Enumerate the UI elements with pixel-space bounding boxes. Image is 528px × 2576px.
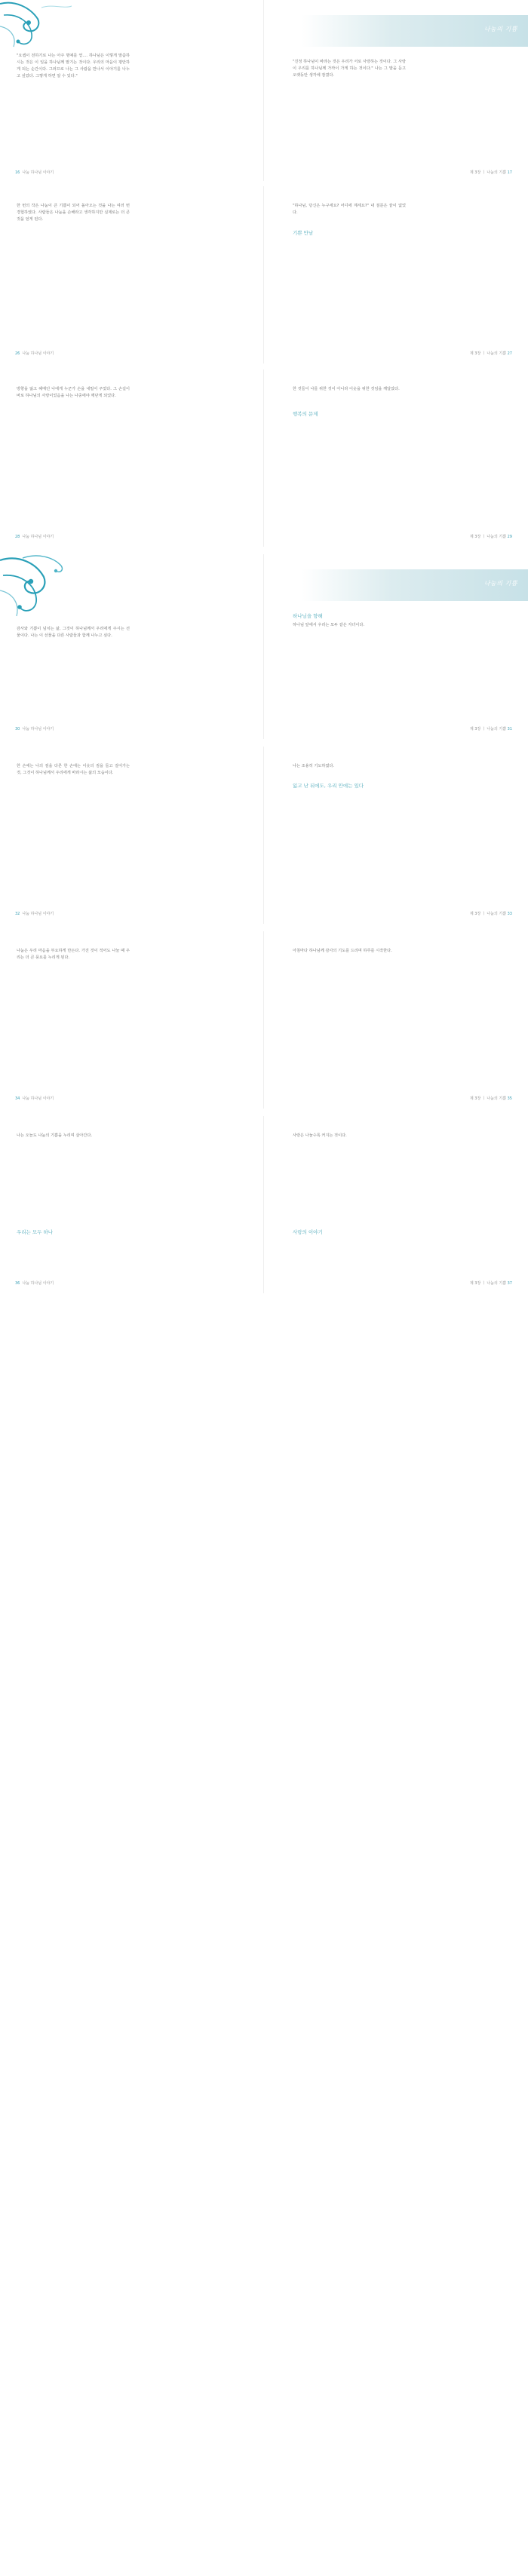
section-heading: 기쁜 만남 (293, 230, 314, 236)
page-16 (0, 0, 264, 181)
page-folio: 26 나눔 하나님 이야기 (15, 351, 54, 356)
spine-divider (263, 186, 264, 363)
body-text: 한 것들이 나를 위한 것이 아니라 이웃을 위한 것임을 깨달았다. (293, 387, 400, 391)
spread-26-27 (0, 186, 528, 363)
spine-divider (263, 554, 264, 739)
page-folio: 16 나눔 하나님 이야기 (15, 170, 54, 175)
spread-36-37 (0, 1116, 528, 1293)
page-33 (264, 747, 528, 924)
page-folio: 제 3장 ㅣ 나눔의 기쁨 33 (469, 912, 512, 916)
chapter-banner (302, 569, 528, 601)
spread-30-31 (0, 554, 528, 739)
body-text: 방향을 잃고 헤매던 나에게 누군가 손을 내밀어 주었다. 그 손길이 바로 하나님의 사랑이었음을 나는 나중에야 깨닫게 되었다. (17, 387, 130, 398)
page-folio: 제 3장 ㅣ 나눔의 기쁨 31 (469, 727, 512, 731)
page-31 (264, 554, 528, 739)
section-heading: 하나님을 향해 (293, 613, 323, 619)
body-text: 하나님 앞에서 우리는 모두 같은 자녀이다. (293, 623, 365, 627)
floral-ornament-icon (0, 0, 83, 53)
page-37 (264, 1116, 528, 1293)
chapter-title: 나눔의 기쁨 (483, 580, 517, 587)
page-folio: 34 나눔 하나님 이야기 (15, 1096, 54, 1101)
page-folio: 제 3장 ㅣ 나눔의 기쁨 17 (469, 170, 512, 175)
body-text: 나는 오늘도 나눔의 기쁨을 누리며 살아간다. (17, 1133, 93, 1138)
spread-34-35 (0, 931, 528, 1109)
page-27 (264, 186, 528, 363)
spine-divider (263, 1116, 264, 1293)
chapter-title: 나눔의 기쁨 (483, 26, 517, 32)
body-text: "요셉이 전하기로 나는 아주 명예를 얻.... 하나님은 이렇게 말씀하시는 것은 이 일을 하나님께 맡기는 것이다. 우리의 마음이 평안하게 되는 순간이다. 그러므로 나는 그 사람을 만나서 이야기를 나누고 싶었다. 그렇게 하면 알 수 있다." (17, 54, 130, 78)
page-29 (264, 370, 528, 547)
body-text: 감사와 기쁨이 넘치는 삶, 그것이 하나님께서 우리에게 주시는 선물이다. 나는 이 선물을 다른 사람들과 함께 나누고 싶다. (17, 627, 130, 638)
body-text: 한 손에는 나의 짐을 다른 한 손에는 이웃의 짐을 들고 걸어가는 것, 그것이 하나님께서 우리에게 바라시는 삶의 모습이다. (17, 764, 130, 775)
section-heading: 우리는 모두 하나 (17, 1229, 54, 1235)
body-text-continued (293, 239, 406, 345)
spine-divider (263, 931, 264, 1109)
section-heading: 행복의 문제 (293, 411, 318, 417)
page-34 (0, 931, 264, 1109)
page-36 (0, 1116, 264, 1293)
page-folio: 제 3장 ㅣ 나눔의 기쁨 29 (469, 535, 512, 539)
body-text: 나는 조용히 기도하였다. (293, 764, 335, 768)
page-folio: 제 3장 ㅣ 나눔의 기쁨 27 (469, 351, 512, 356)
page-30 (0, 554, 264, 739)
page-folio: 36 나눔 하나님 이야기 (15, 1281, 54, 1286)
body-text: 사랑은 나눌수록 커지는 것이다. (293, 1133, 347, 1138)
floral-ornament-icon (0, 554, 91, 622)
spread-28-29 (0, 370, 528, 547)
body-text: 아침마다 하나님께 감사의 기도를 드리며 하루를 시작한다. (293, 949, 392, 953)
section-heading: 잃고 난 뒤에도, 우리 안에는 있다 (293, 783, 364, 789)
spine-divider (263, 370, 264, 547)
spine-divider (263, 0, 264, 181)
page-32 (0, 747, 264, 924)
section-heading: 사랑의 이야기 (293, 1229, 323, 1235)
spine-divider (263, 747, 264, 924)
page-folio: 30 나눔 하나님 이야기 (15, 727, 54, 731)
page-35 (264, 931, 528, 1109)
body-text: "하나님, 당신은 누구세요? 어디에 계세요?" 내 질문은 끝이 없었다. (293, 204, 406, 215)
page-folio: 28 나눔 하나님 이야기 (15, 535, 54, 539)
body-text: 한 번의 작은 나눔이 큰 기쁨이 되어 돌아오는 것을 나는 여러 번 경험하였다. 사람들은 나눔을 손해라고 생각하지만 실제로는 더 큰 것을 얻게 된다. (17, 204, 130, 222)
spread-32-33 (0, 747, 528, 924)
page-folio: 32 나눔 하나님 이야기 (15, 912, 54, 916)
page-17 (264, 0, 528, 181)
page-28 (0, 370, 264, 547)
page-folio: 제 3장 ㅣ 나눔의 기쁨 35 (469, 1096, 512, 1101)
page-26 (0, 186, 264, 363)
page-folio: 제 3장 ㅣ 나눔의 기쁨 37 (469, 1281, 512, 1286)
spread-16-17 (0, 0, 528, 181)
body-text: 나눔은 우리 마음을 부요하게 만든다. 가진 것이 적어도 나눌 때 우리는 더 큰 풍요를 누리게 된다. (17, 949, 130, 960)
chapter-banner (302, 15, 528, 47)
body-text: "진정 하나님이 바라는 것은 우리가 서로 사랑하는 것이다. 그 사랑이 우리를 하나님께 가까이 가게 하는 것이다." 나는 그 말을 듣고 오랫동안 생각에 잠겼다. (293, 60, 406, 78)
